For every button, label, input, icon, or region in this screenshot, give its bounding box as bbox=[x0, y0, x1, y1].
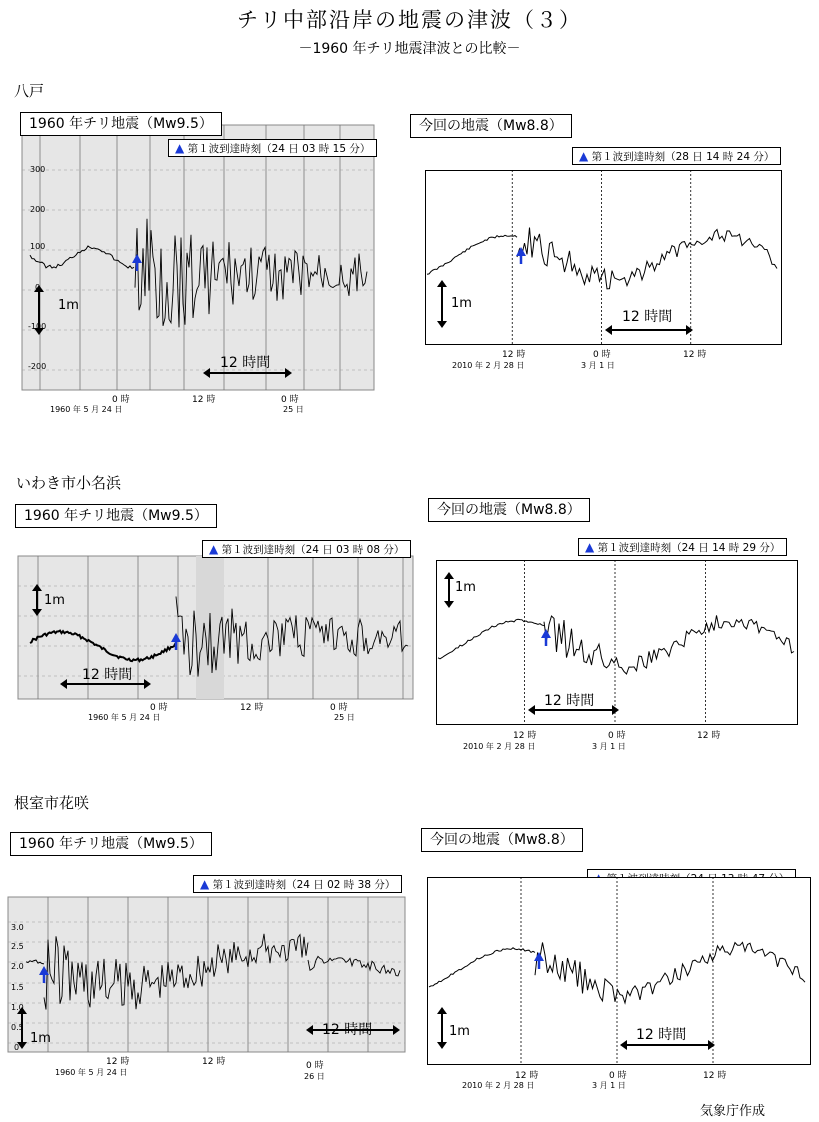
onahama-1960-label: 1960 年チリ地震（Mw9.5） bbox=[15, 504, 217, 528]
date-label: 1960 年 5 月 24 日 bbox=[50, 405, 123, 414]
scan-axis-tick: 100 bbox=[30, 242, 46, 251]
scan-axis-tick: 300 bbox=[30, 165, 46, 174]
hachinohe-2010-label: 今回の地震（Mw8.8） bbox=[410, 114, 572, 138]
scale-label: 1m bbox=[58, 298, 79, 313]
tick-label: 12 時 bbox=[683, 350, 707, 360]
span-label: 12 時間 bbox=[322, 1022, 373, 1038]
page-subtitle: －1960 年チリ地震津波との比較－ bbox=[298, 41, 521, 57]
hanasaki-1960-label: 1960 年チリ地震（Mw9.5） bbox=[10, 832, 212, 856]
tick-label: 0 時 bbox=[112, 395, 130, 405]
hachinohe-1960-marigram bbox=[22, 125, 374, 390]
scan-axis-tick: -200 bbox=[28, 362, 47, 371]
span-label: 12 時間 bbox=[82, 667, 133, 683]
arrival-text: 第１波到達時刻（24 日 03 時 08 分） bbox=[221, 544, 405, 556]
tick-label: 12 時 bbox=[697, 731, 721, 741]
plot-frame bbox=[426, 171, 782, 345]
tick-label: 0 時 bbox=[330, 703, 348, 713]
scan-background bbox=[22, 125, 374, 390]
span-label: 12 時間 bbox=[622, 309, 673, 325]
scan-axis-tick: 3.0 bbox=[11, 923, 24, 932]
scan-axis-tick: 0 bbox=[35, 283, 41, 292]
hachinohe-2010-marigram bbox=[425, 170, 782, 345]
arrival-up-arrow-icon: ▲ bbox=[209, 542, 219, 556]
arrival-text: 第１波到達時刻（24 日 03 時 15 分） bbox=[187, 143, 371, 155]
onahama-1960-arrival bbox=[202, 540, 411, 558]
onahama-2010-arrival bbox=[578, 538, 787, 556]
date-label: 3 月 1 日 bbox=[592, 1081, 626, 1090]
scan-axis-tick: 1.5 bbox=[11, 983, 24, 992]
date-label: 26 日 bbox=[304, 1072, 325, 1081]
station-label-hanasaki: 根室市花咲 bbox=[14, 794, 90, 812]
scale-label: 1m bbox=[455, 580, 476, 595]
onahama-1960-marigram bbox=[18, 556, 413, 699]
tick-label: 0 時 bbox=[150, 703, 168, 713]
span-label: 12 時間 bbox=[544, 693, 595, 709]
scan-axis-tick: 2.0 bbox=[11, 962, 24, 971]
hanasaki-1960-arrival bbox=[193, 875, 402, 893]
plot-frame bbox=[437, 561, 798, 725]
arrival-text: 第１波到達時刻（24 日 02 時 38 分） bbox=[212, 879, 396, 891]
tick-label: 12 時 bbox=[513, 731, 537, 741]
tick-label: 12 時 bbox=[192, 395, 216, 405]
tick-label: 12 時 bbox=[515, 1071, 539, 1081]
onahama-2010-label: 今回の地震（Mw8.8） bbox=[428, 498, 590, 522]
tick-label: 0 時 bbox=[593, 350, 611, 360]
scan-axis-tick: -100 bbox=[28, 322, 47, 331]
scan-axis-tick: 0 bbox=[14, 1043, 20, 1052]
hachinohe-2010-arrival bbox=[572, 147, 781, 165]
tick-label: 0 時 bbox=[609, 1071, 627, 1081]
arrival-up-arrow-icon: ▲ bbox=[175, 141, 185, 155]
station-label-onahama: いわき市小名浜 bbox=[16, 474, 122, 492]
date-label: 25 日 bbox=[283, 405, 304, 414]
scan-axis-tick: 1.0 bbox=[11, 1003, 24, 1012]
hanasaki-2010-marigram bbox=[427, 877, 811, 1065]
tick-label: 12 時 bbox=[240, 703, 264, 713]
date-label: 25 日 bbox=[334, 713, 355, 722]
arrival-text: 第１波到達時刻（28 日 14 時 24 分） bbox=[591, 151, 775, 163]
onahama-2010-marigram bbox=[436, 560, 798, 725]
page-title: チリ中部沿岸の地震の津波（３） bbox=[237, 8, 582, 32]
date-label: 1960 年 5 月 24 日 bbox=[55, 1068, 128, 1077]
tick-label: 12 時 bbox=[106, 1057, 130, 1067]
tick-label: 12 時 bbox=[202, 1057, 226, 1067]
span-label: 12 時間 bbox=[220, 355, 271, 371]
scan-axis-tick: 0.5 bbox=[11, 1023, 24, 1032]
arrival-up-arrow-icon: ▲ bbox=[579, 149, 589, 163]
station-label-hachinohe: 八戸 bbox=[14, 82, 45, 100]
hanasaki-2010-label: 今回の地震（Mw8.8） bbox=[421, 828, 583, 852]
scale-label: 1m bbox=[30, 1031, 51, 1046]
scan-axis-tick: 200 bbox=[30, 205, 46, 214]
date-label: 3 月 1 日 bbox=[581, 361, 615, 370]
date-label: 3 月 1 日 bbox=[592, 742, 626, 751]
scale-label: 1m bbox=[451, 296, 472, 311]
date-label: 1960 年 5 月 24 日 bbox=[88, 713, 161, 722]
hachinohe-1960-label: 1960 年チリ地震（Mw9.5） bbox=[20, 112, 222, 136]
date-label: 2010 年 2 月 28 日 bbox=[452, 361, 525, 370]
credit-text: 気象庁作成 bbox=[700, 1104, 766, 1119]
plot-frame bbox=[428, 878, 811, 1065]
arrival-up-arrow-icon: ▲ bbox=[200, 877, 210, 891]
tick-label: 0 時 bbox=[281, 395, 299, 405]
date-label: 2010 年 2 月 28 日 bbox=[462, 1081, 535, 1090]
date-label: 2010 年 2 月 28 日 bbox=[463, 742, 536, 751]
arrival-text: 第１波到達時刻（24 日 14 時 29 分） bbox=[597, 542, 781, 554]
scale-label: 1m bbox=[44, 593, 65, 608]
scale-label: 1m bbox=[449, 1024, 470, 1039]
hachinohe-1960-arrival bbox=[168, 139, 377, 157]
scan-axis-tick: 2.5 bbox=[11, 942, 24, 951]
tick-label: 0 時 bbox=[608, 731, 626, 741]
arrival-up-arrow-icon: ▲ bbox=[585, 540, 595, 554]
span-label: 12 時間 bbox=[636, 1027, 687, 1043]
tick-label: 12 時 bbox=[703, 1071, 727, 1081]
tick-label: 0 時 bbox=[306, 1061, 324, 1071]
tick-label: 12 時 bbox=[502, 350, 526, 360]
